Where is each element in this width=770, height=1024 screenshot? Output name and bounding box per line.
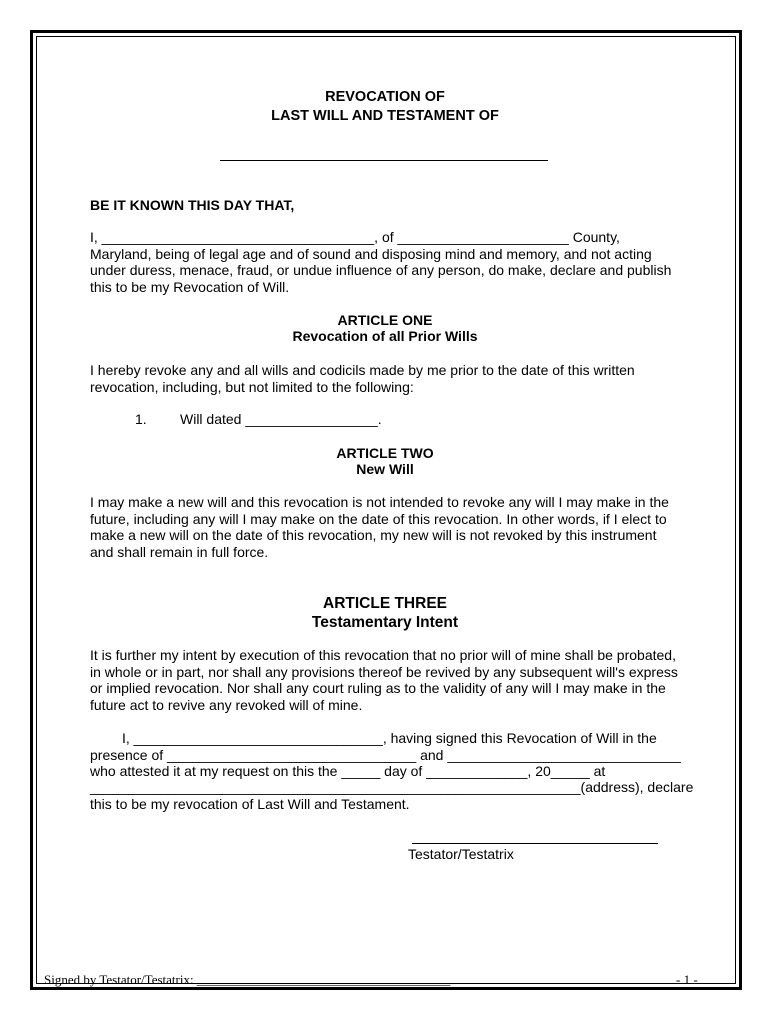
article-two-subheading: New Will bbox=[356, 461, 414, 477]
footer-signed-by: Signed by Testator/Testatrix: _______________________________________ bbox=[44, 972, 451, 987]
intro-paragraph: I, ___________________________________, of ______________________ County, Maryland, being of legal age and of sound and disposing mind and memory, and not acting under duress, menace, fraud, or undue influence of any person, do make, declare and publish this to be my Revocation of Will. bbox=[90, 229, 672, 295]
article-one-heading: ARTICLE ONE bbox=[337, 312, 433, 328]
attestation-line-2: presence of ________________________________ and ______________________________ bbox=[90, 747, 681, 763]
article-two-body: I may make a new will and this revocation is not intended to revoke any will I may make in the future, including any will I may make on the date of this revocation. In other words, if I elect to make a new will on the date of this revocation, my new will is not revoked by this instrument and shall remain in full force. bbox=[90, 494, 669, 560]
doc-title-line1: REVOCATION OF bbox=[325, 89, 445, 105]
page-number: - 1 - bbox=[676, 972, 698, 987]
attestation-line-5: this to be my revocation of Last Will and Testament. bbox=[90, 796, 410, 812]
testator-signature-line bbox=[412, 843, 658, 844]
article-three-subheading: Testamentary Intent bbox=[311, 614, 459, 631]
doc-title-line2: LAST WILL AND TESTAMENT OF bbox=[271, 108, 499, 124]
attestation-line-4: _______________________________________________________________(address), declare bbox=[90, 779, 694, 795]
list-item-number: 1. bbox=[135, 411, 147, 427]
article-one-body: I hereby revoke any and all wills and codicils made by me prior to the date of this written revocation, including, but not limited to the following: bbox=[90, 362, 635, 395]
article-two-heading: ARTICLE TWO bbox=[336, 445, 434, 461]
article-three-body: It is further my intent by execution of this revocation that no prior will of mine shall be probated, in whole or in part, nor shall any provisions thereof be revived by any subsequent will's express or implied revocation. Nor shall any court ruling as to the validity of any will I may make in the future act to revive any revoked will of mine. bbox=[90, 647, 678, 713]
testator-signature-label: Testator/Testatrix bbox=[408, 846, 514, 862]
list-item-will-dated: Will dated _________________. bbox=[180, 411, 382, 427]
article-three-heading: ARTICLE THREE bbox=[323, 595, 447, 612]
article-one-subheading: Revocation of all Prior Wills bbox=[292, 328, 478, 344]
attestation-line-1: I, ________________________________, having signed this Revocation of Will in the bbox=[122, 730, 657, 746]
intro-heading: BE IT KNOWN THIS DAY THAT, bbox=[90, 197, 295, 213]
attestation-line-3: who attested it at my request on this the _____ day of _____________, 20_____ at bbox=[90, 763, 606, 779]
testator-name-line bbox=[220, 160, 548, 161]
